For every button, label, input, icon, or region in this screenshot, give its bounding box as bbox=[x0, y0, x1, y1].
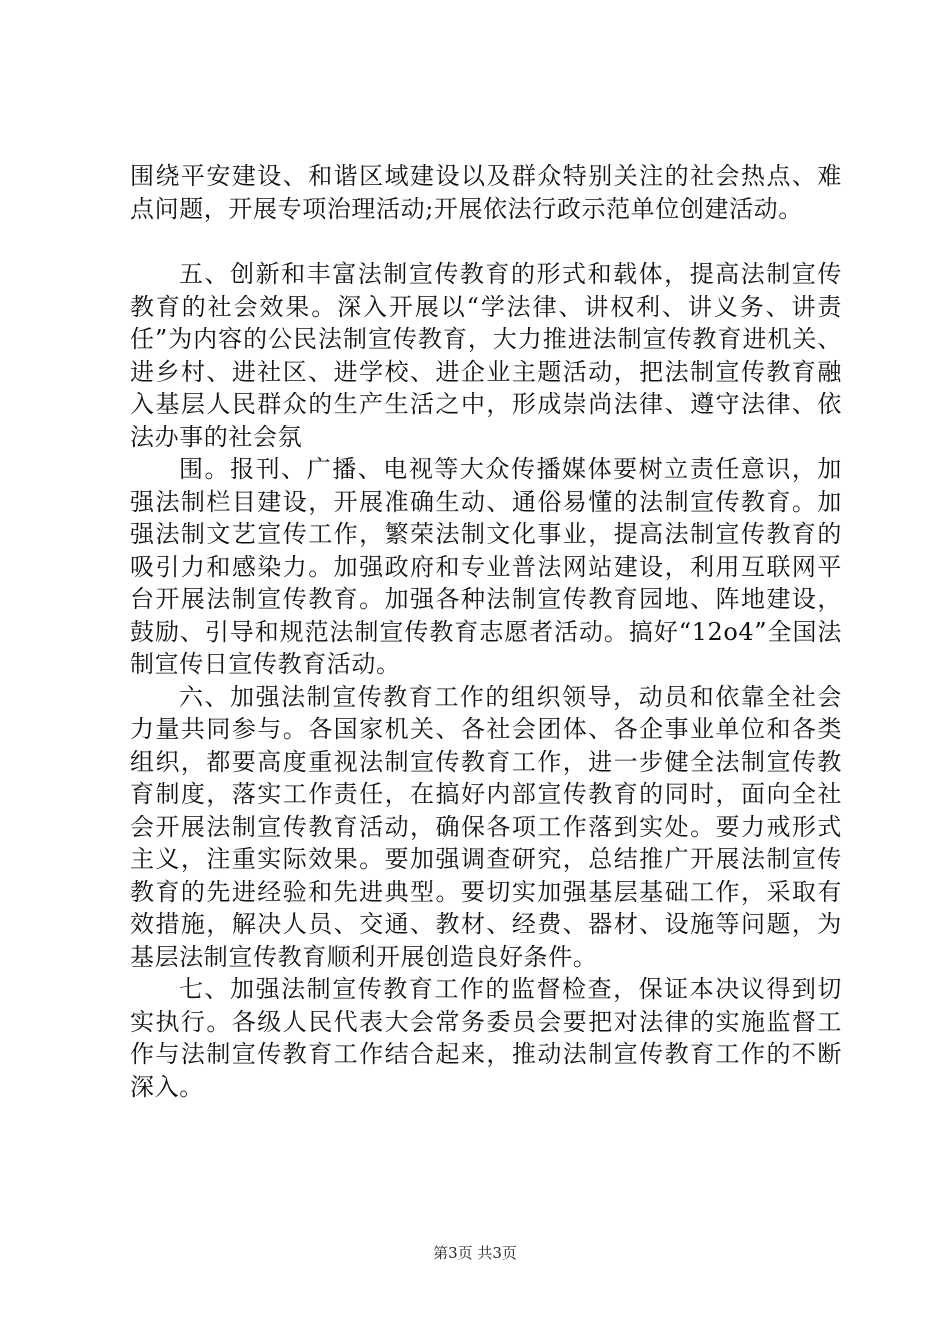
paragraph-continuation: 围绕平安建设、和谐区域建设以及群众特别关注的社会热点、难点问题，开展专项治理活动;开展依法行政示范单位创建活动。 bbox=[130, 162, 842, 223]
paragraph-section-five: 五、创新和丰富法制宣传教育的形式和载体，提高法制宣传教育的社会效果。深入开展以“学法律、讲权利、讲义务、讲责任”为内容的公民法制宣传教育，大力推进法制宣传教育进机关、进乡村、进社区、进学校、进企业主题活动，把法制宣传教育融入基层人民群众的生产生活之中，形成崇尚法律、遵守法律、依法办事的社会氛 bbox=[130, 260, 842, 451]
paragraph-section-seven: 七、加强法制宣传教育工作的监督检查，保证本决议得到切实执行。各级人民代表大会常务委员会要把对法律的实施监督工作与法制宣传教育工作结合起来，推动法制宣传教育工作的不断深入。 bbox=[130, 975, 842, 1101]
document-body bbox=[130, 160, 842, 1103]
page-number-footer: 第3页 共3页 bbox=[433, 1244, 517, 1262]
paragraph-section-six: 六、加强法制宣传教育工作的组织领导，动员和依靠全社会力量共同参与。各国家机关、各社会团体、各企事业单位和各类组织，都要高度重视法制宣传教育工作，进一步健全法制宣传教育制度，落实工作责任，在搞好内部宣传教育的同时，面向全社会开展法制宣传教育活动，确保各项工作落到实处。要力戒形式主义，注重实际效果。要加强调查研究，总结推广开展法制宣传教育的先进经验和先进典型。要切实加强基层基础工作，采取有效措施，解决人员、交通、教材、经费、器材、设施等问题，为基层法制宣传教育顺利开展创造良好条件。 bbox=[130, 682, 842, 971]
paragraph-section-five-cont: 围。报刊、广播、电视等大众传播媒体要树立责任意识，加强法制栏目建设，开展准确生动、通俗易懂的法制宣传教育。加强法制文艺宣传工作，繁荣法制文化事业，提高法制宣传教育的吸引力和感染力。加强政府和专业普法网站建设，利用互联网平台开展法制宣传教育。加强各种法制宣传教育园地、阵地建设，鼓励、引导和规范法制宣传教育志愿者活动。搞好“12o4”全国法制宣传日宣传教育活动。 bbox=[130, 455, 842, 678]
